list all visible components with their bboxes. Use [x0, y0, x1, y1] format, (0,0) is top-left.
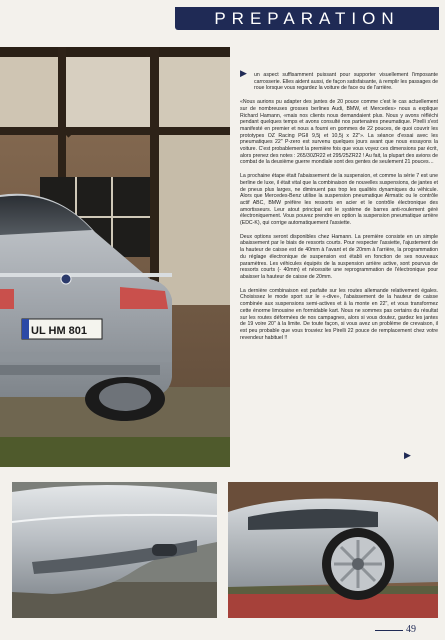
article-paragraph: «Nous aurions pu adapter des jantes de 20 pouce comme c'est le cas actuellement sur de nombreuses grosses berlines Audi, BMW, et Mercedes» nous a explique Richard Hamann, «mais nos clients nous demandaient plus. Nous y avons réfléchi pendant quelques temps et avons consulté nos partenaires pneumatique. Pirelli s'est manifesté en premier et nous a fourni en gommes de 22 pouces, de quoi couvrir les prototypes OZ Racing PGII 9,5j et 10,5j x 22"». La séance d'essai avec les pneumatiques 22" P-zero est survenu quelques jours avant que nous essayons la voiture. C'est probablement la première fois que vous voyez ces dimensions par écrit, alors prenez des notes : 265/30ZR22 et 295/25ZR22 ! Au fait, la plupart des avions de combat de la deuxième guerre mondiale sont des gentes de seulement 21 pouces… — [240, 99, 438, 166]
article-body — [240, 72, 438, 348]
front-bumper-photo — [12, 482, 217, 618]
car-rear-photo — [0, 47, 230, 467]
section-header-band — [175, 7, 439, 30]
article-paragraph: un aspect suffisamment puissant pour supporter visuellement l'imposante carrosserie. Elles aident aussi, de façon satisfaisante, à remplir les passages de roue lorsque vous regardez la voiture de face ou de l'arrière. — [254, 72, 438, 92]
section-title: PREPARATION — [214, 9, 400, 28]
wheel-detail-photo — [228, 482, 438, 618]
page-number: 49 — [406, 624, 416, 635]
article-paragraph: Deux options seront disponibles chez Hamann. La première consiste en un simple abaissement par le biais de ressorts courts. Pour respecter l'assiette, l'ajustement de la hauteur de caisse est de 40mm à l'avant et de 20mm à l'arrière, la programmation du réglage électronique de suspension est établi en fonction de ses nouveaux paramètres. Les véhicules équipés de la suspension arrière active, sont pourvus de ressorts courts (- 40mm) et nécessite une reprogrammation de l'électronique pour abaisser la hauteur de caisse de 20mm. — [240, 233, 438, 280]
license-plate-text: UL HM 801 — [31, 325, 88, 337]
article-paragraph: La prochaine étape était l'abaissement de la suspension, et comme la série 7 est une berline de luxe, il était vital que la combinaison de nouvelles suspensions, de jantes et de pneus plus larges, ne diminuent pas trop les qualités dynamiques du véhicule. Alors que Mercedes-Benz utilise la suspension pneumatique Airmatic ou le contrôle actif ABC, BMW préfère les ressorts en acier et le contrôle électronique des amortisseurs. Leur atout principal est le système de barres anti-roulement géré électroniquement. Vous pouvez prendre en option la suspension pneumatique arrière (EDC-K), qui corrige automatiquement l'assiette. — [240, 173, 438, 227]
page-number-rule — [375, 630, 403, 631]
end-triangle-icon: ▶ — [404, 450, 411, 460]
article-paragraph: La dernière combinaison est parfaite sur les routes allemande relativement égales. Choisissez le mode sport sur le «-dive», l'abaissement de la hauteur de caisse combinée aux suspensions semi-actives et à la monte en 22", et vous transformez cette énorme limousine en formidable kart. Nous ne sommes pas certains du résultat sur les routes déformées de nos campagnes, alors si vous doutez, gardez les jantes de 19 voire 20" à la limite. De toute façon, si vous avez un problème de crevaison, il est peu probable que vous trouviez les Pirelli 22 pouce de remplacement chez votre revendeur habituel !! — [240, 287, 438, 341]
triangle-right-icon: ▶ — [240, 68, 247, 78]
